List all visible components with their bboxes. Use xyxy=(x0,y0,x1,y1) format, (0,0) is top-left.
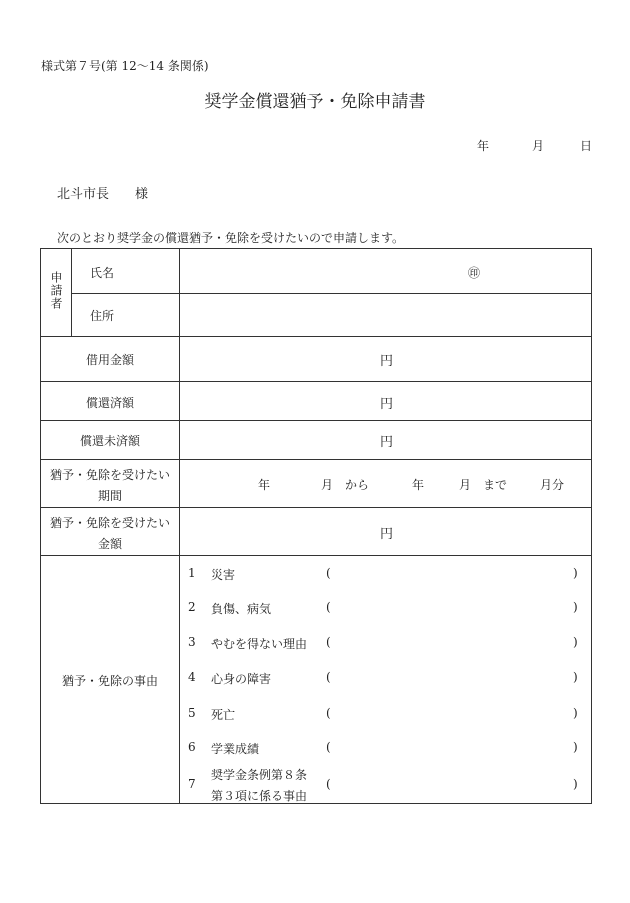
repaid-amount-label: 償還済額 xyxy=(85,396,134,410)
date-line xyxy=(477,137,592,154)
period-label-line2: 期間 xyxy=(97,489,122,503)
borrowed-amount-label: 借用金額 xyxy=(85,353,134,367)
reason-open-paren: ( xyxy=(326,670,331,684)
reason-academic[interactable]: 学業成績 xyxy=(211,742,260,756)
period-from-month[interactable]: 月 から xyxy=(321,478,370,492)
reason-open-paren: ( xyxy=(326,635,331,649)
reason-close-paren: ) xyxy=(573,600,578,614)
period-until-year[interactable]: 年 xyxy=(412,478,425,492)
reason-ordinance-line1[interactable]: 奨学金条例第８条 xyxy=(211,768,308,782)
relief-amount-label-line1: 猶予・免除を受けたい xyxy=(49,516,170,530)
applicant-group-label: 申請者 xyxy=(49,271,63,310)
row-divider xyxy=(41,507,592,508)
reason-open-paren: ( xyxy=(326,706,331,720)
reason-death[interactable]: 死亡 xyxy=(211,708,236,722)
reason-close-paren: ) xyxy=(573,670,578,684)
intro-statement: 次のとおり奨学金の償還猶予・免除を受けたいので申請します。 xyxy=(57,231,405,245)
reason-number: 2 xyxy=(188,600,196,614)
reason-open-paren: ( xyxy=(326,777,331,791)
address-field[interactable] xyxy=(180,294,591,336)
relief-amount-yen[interactable]: 円 xyxy=(380,527,394,542)
date-month-label: 月 xyxy=(532,139,545,153)
name-label: 氏名 xyxy=(90,266,115,280)
reason-number: 5 xyxy=(188,706,196,720)
unpaid-amount-label: 償還未済額 xyxy=(79,434,140,448)
period-until-month[interactable]: 月 まで xyxy=(459,478,508,492)
date-day-label: 日 xyxy=(580,139,593,153)
seal-mark: ㊞ xyxy=(468,266,481,280)
reason-disability[interactable]: 心身の障害 xyxy=(211,672,272,686)
document-title: 奨学金償還猶予・免除申請書 xyxy=(204,92,426,112)
column-divider xyxy=(71,249,72,336)
row-divider xyxy=(41,336,592,337)
period-from-year[interactable]: 年 xyxy=(258,478,271,492)
addressee: 北斗市長 様 xyxy=(57,187,149,202)
reason-close-paren: ) xyxy=(573,777,578,791)
unpaid-amount-yen[interactable]: 円 xyxy=(380,435,394,450)
reason-open-paren: ( xyxy=(326,566,331,580)
period-months[interactable]: 月分 xyxy=(540,478,565,492)
reason-number: 3 xyxy=(188,635,196,649)
name-field[interactable] xyxy=(180,250,591,293)
reason-number: 6 xyxy=(188,740,196,754)
address-label: 住所 xyxy=(90,309,115,323)
row-divider xyxy=(41,459,592,460)
date-year-label: 年 xyxy=(477,139,490,153)
row-divider xyxy=(41,381,592,382)
reason-injury-illness[interactable]: 負傷、病気 xyxy=(211,602,272,616)
reason-open-paren: ( xyxy=(326,600,331,614)
repaid-amount-yen[interactable]: 円 xyxy=(380,397,394,412)
form-number-note: 様式第７号(第 12〜14 条関係) xyxy=(41,59,209,73)
borrowed-amount-yen[interactable]: 円 xyxy=(380,354,394,369)
reason-number: 7 xyxy=(188,777,196,791)
application-form-table xyxy=(40,248,592,804)
relief-amount-label-line2: 金額 xyxy=(97,537,122,551)
reason-close-paren: ) xyxy=(573,706,578,720)
row-divider xyxy=(41,555,592,556)
reason-number: 4 xyxy=(188,670,196,684)
reason-unavoidable[interactable]: やむを得ない理由 xyxy=(211,637,308,651)
reason-close-paren: ) xyxy=(573,566,578,580)
reason-disaster[interactable]: 災害 xyxy=(211,568,236,582)
reasons-label: 猶予・免除の事由 xyxy=(61,674,158,688)
reason-open-paren: ( xyxy=(326,740,331,754)
reason-number: 1 xyxy=(188,566,196,580)
reason-close-paren: ) xyxy=(573,635,578,649)
reason-close-paren: ) xyxy=(573,740,578,754)
row-divider xyxy=(41,420,592,421)
period-label-line1: 猶予・免除を受けたい xyxy=(49,468,170,482)
reason-ordinance-line2[interactable]: 第３項に係る事由 xyxy=(211,789,308,803)
